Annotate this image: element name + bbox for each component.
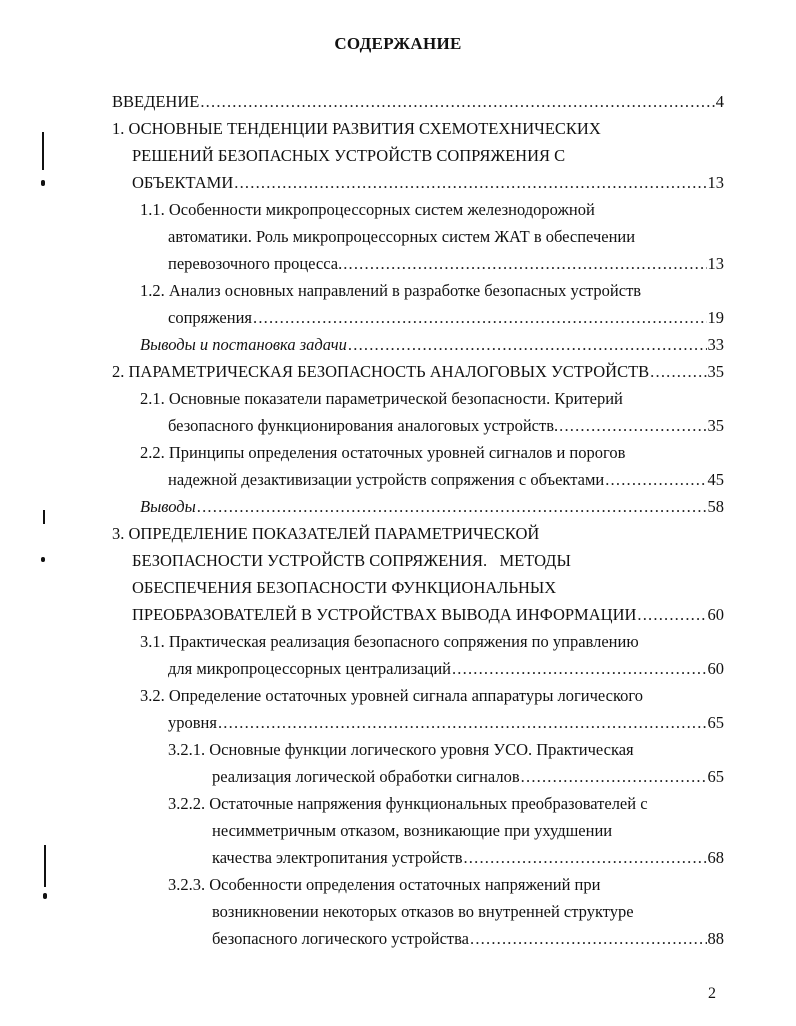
toc-line: 3.1. Практическая реализация безопасного сопряжения по управлению [140, 632, 639, 651]
toc-entry-title: Выводы [140, 497, 196, 516]
toc-entry-title: качества электропитания устройств [212, 848, 463, 867]
dot-leader [650, 358, 706, 385]
toc-page-number: 13 [707, 173, 724, 192]
toc-page-number: 60 [707, 605, 724, 624]
toc-entry-chapter-2[interactable] [0, 358, 724, 385]
toc-line: ОБЕСПЕЧЕНИЯ БЕЗОПАСНОСТИ ФУНКЦИОНАЛЬНЫХ [132, 578, 557, 597]
toc-entry-title: реализация логической обработки сигналов [212, 767, 520, 786]
dot-leader [197, 493, 707, 520]
toc-entry-title: надежной дезактивизации устройств сопряжения с объектами [168, 470, 605, 489]
toc-line [168, 925, 724, 952]
toc-line [112, 601, 724, 628]
toc-line [112, 358, 724, 385]
toc-entry-title: сопряжения [168, 308, 252, 327]
toc-entry-section-3-2[interactable] [0, 682, 724, 736]
toc-line: БЕЗОПАСНОСТИ УСТРОЙСТВ СОПРЯЖЕНИЯ. МЕТОДЫ [132, 551, 571, 570]
toc-entry-chapter-3[interactable] [0, 520, 724, 628]
toc-page-number: 35 [707, 416, 724, 435]
toc-entry-section-1-2[interactable] [0, 277, 724, 331]
toc-line [168, 763, 724, 790]
toc-page-number: 45 [707, 470, 724, 489]
toc-entry-title: уровня [168, 713, 217, 732]
toc-line: 3.2.1. Основные функции логического уровня УСО. Практическая [168, 740, 634, 759]
toc-line: 2.1. Основные показатели параметрической безопасности. Критерий [140, 389, 623, 408]
dot-leader [200, 88, 714, 115]
toc-line [140, 493, 724, 520]
scan-mark [44, 845, 46, 887]
toc-entry-section-3-1[interactable] [0, 628, 724, 682]
toc-entry-title: 2. ПАРАМЕТРИЧЕСКАЯ БЕЗОПАСНОСТЬ АНАЛОГОВЫХ УСТРОЙСТВ [112, 362, 650, 381]
toc-line [140, 655, 724, 682]
toc-entry-section-3-2-3[interactable] [0, 871, 724, 952]
dot-leader [521, 763, 707, 790]
toc-page-number: 58 [707, 497, 724, 516]
toc-line [112, 88, 724, 115]
toc-line: 2.2. Принципы определения остаточных уровней сигналов и порогов [140, 443, 626, 462]
toc-line: 3.2. Определение остаточных уровней сигнала аппаратуры логического [140, 686, 644, 705]
toc-entry-title: перевозочного процесса. [168, 254, 343, 273]
toc-line: 3. ОПРЕДЕЛЕНИЕ ПОКАЗАТЕЛЕЙ ПАРАМЕТРИЧЕСКОЙ [112, 524, 540, 543]
toc-page-number: 35 [707, 362, 724, 381]
toc-entry-introduction[interactable] [0, 88, 724, 115]
toc-line [140, 250, 724, 277]
dot-leader [348, 331, 707, 358]
toc-entry-title: для микропроцессорных централизаций [168, 659, 451, 678]
scan-mark [41, 557, 45, 562]
toc-entry-title: ОБЪЕКТАМИ [132, 173, 234, 192]
toc-page-number: 65 [707, 767, 724, 786]
toc-entry-title: ВВЕДЕНИЕ [112, 92, 200, 111]
toc-entry-section-1-1[interactable] [0, 196, 724, 277]
toc-entry-section-3-2-1[interactable] [0, 736, 724, 790]
toc-line: 3.2.3. Особенности определения остаточных напряжений при [168, 875, 601, 894]
toc-line: возникновении некоторых отказов во внутренней структуре [212, 902, 634, 921]
toc-entry-chapter-1[interactable] [0, 115, 724, 196]
dot-leader [234, 169, 706, 196]
toc-page-number: 19 [707, 308, 724, 327]
toc-line: 1.1. Особенности микропроцессорных систем железнодорожной [140, 200, 595, 219]
toc-entry-section-3-2-2[interactable] [0, 790, 724, 871]
toc-entry-title: Выводы и постановка задачи [140, 335, 347, 354]
toc-line [140, 709, 724, 736]
toc-page-number: 60 [707, 659, 724, 678]
toc-line: 3.2.2. Остаточные напряжения функциональных преобразователей с [168, 794, 648, 813]
dot-leader [470, 925, 706, 952]
dot-leader [605, 466, 706, 493]
dot-leader [218, 709, 707, 736]
dot-leader [637, 601, 706, 628]
table-of-contents [0, 88, 796, 952]
dot-leader [452, 655, 707, 682]
toc-line [140, 412, 724, 439]
toc-line: несимметричным отказом, возникающие при ухудшении [212, 821, 613, 840]
toc-line [140, 304, 724, 331]
toc-line: 1.2. Анализ основных направлений в разработке безопасных устройств [140, 281, 642, 300]
toc-entry-section-2-2[interactable] [0, 439, 724, 493]
toc-page-number: 33 [707, 335, 724, 354]
toc-line: РЕШЕНИЙ БЕЗОПАСНЫХ УСТРОЙСТВ СОПРЯЖЕНИЯ С [132, 146, 566, 165]
scan-mark [43, 893, 47, 899]
toc-entry-section-2-1[interactable] [0, 385, 724, 439]
toc-page-number: 65 [707, 713, 724, 732]
toc-page-number: 4 [715, 92, 724, 111]
toc-page-number: 68 [707, 848, 724, 867]
dot-leader [463, 844, 706, 871]
toc-entry-conclusions-2[interactable] [0, 493, 724, 520]
dot-leader [253, 304, 707, 331]
page-number: 2 [708, 985, 716, 1002]
toc-line [168, 844, 724, 871]
toc-line: автоматики. Роль микропроцессорных систем ЖАТ в обеспечении [168, 227, 636, 246]
toc-page-number: 88 [707, 929, 724, 948]
toc-line [140, 466, 724, 493]
toc-line: 1. ОСНОВНЫЕ ТЕНДЕНЦИИ РАЗВИТИЯ СХЕМОТЕХНИЧЕСКИХ [112, 119, 601, 138]
scan-mark [42, 132, 44, 170]
scan-mark [41, 180, 45, 186]
page-title: СОДЕРЖАНИЕ [334, 34, 462, 53]
toc-page-number: 13 [707, 254, 724, 273]
scan-mark [43, 510, 45, 524]
toc-line [140, 331, 724, 358]
toc-entry-title: безопасного логического устройства [212, 929, 470, 948]
dot-leader [343, 250, 706, 277]
toc-entry-title: безопасного функционирования аналоговых устройств. [168, 416, 559, 435]
toc-line [112, 169, 724, 196]
dot-leader [559, 412, 706, 439]
toc-entry-conclusions-1[interactable] [0, 331, 724, 358]
toc-entry-title: ПРЕОБРАЗОВАТЕЛЕЙ В УСТРОЙСТВАХ ВЫВОДА ИНФОРМАЦИИ [132, 605, 637, 624]
